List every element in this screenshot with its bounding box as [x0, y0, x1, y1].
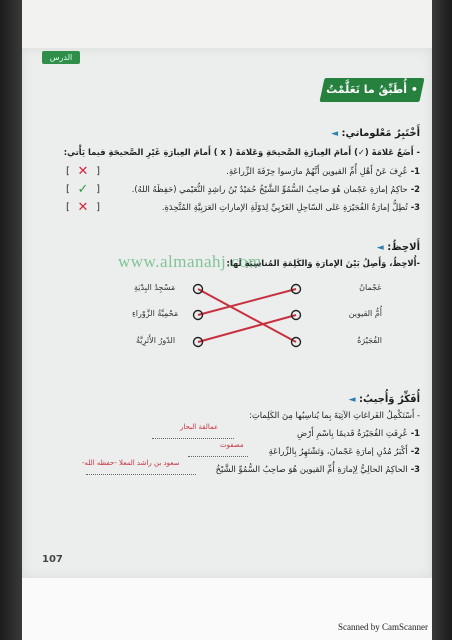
fill-item-1-text: عُرِفَتِ الفُجَيْرَةُ قَديمًا بِاسْمِ أَرْضِ	[297, 428, 408, 438]
statement-2-text: حاكِمُ إمارَةِ عَجْمان هُوَ صاحِبُ السُّمُوِّ الشَّيْخُ حُمَيْدُ بْنُ راشِدٍ النُّعَيْمي (حَفِظَهُ اللهُ).	[131, 184, 408, 194]
match-left-3: الدّورُ الأَثَرِيَّةُ	[136, 336, 176, 345]
statement-1-text: عُرِفَ عَنْ أَهْلِ أُمِّ القيوين أَنَّهُمْ مارَسوا حِرْفَةَ الزِّراعَةِ.	[226, 166, 408, 176]
triangle-bullet-icon: ◄	[331, 129, 338, 139]
fill-item-1-answer: عمالقة البحار	[180, 423, 219, 431]
bracket-close: ]	[96, 201, 100, 213]
statement-3-text: تُطِلُّ إمارَةُ الفُجَيْرَةِ عَلى السّاحِلِ الغَرْبِيِّ لِدَوْلَةِ الإماراتِ العَرَبِيَّةِ المُتَّحِدَةِ.	[161, 202, 408, 212]
match-line-1	[198, 289, 296, 342]
page-corner-badge: الدرس	[42, 51, 80, 64]
fill-item-3-text: الحاكِمُ الحالِيُّ لِإمارَةِ أُمِّ القيوين هُوَ صاحِبُ السُّمُوِّ الشَّيْخُ	[215, 464, 408, 474]
section-title: • أُطَبِّقُ ما تَعَلَّمْتُ	[326, 83, 418, 96]
fill-item-1-number: 1-	[410, 428, 420, 438]
bracket-close: ]	[96, 183, 100, 195]
fill-item-3	[216, 464, 420, 474]
bracket-open: [	[66, 183, 70, 195]
check-mark-icon: ✓	[77, 181, 89, 197]
x-mark-icon: ✕	[77, 199, 89, 215]
section3-heading-text: أُفَكِّرُ وَأُجيبُ:	[358, 394, 420, 405]
site-watermark: www.almanahj.com	[118, 252, 262, 271]
bracket-open: [	[66, 165, 70, 177]
match-right-3: الفُجَيْرَةُ	[357, 336, 382, 345]
match-line-3	[198, 315, 296, 342]
fill-item-2	[269, 446, 420, 456]
section1-heading-text: أَخْتَبِرُ مَعْلوماتي:	[341, 128, 420, 139]
fill-item-3-answer: سعود بن راشد المعلا -حفظه الله-	[82, 459, 180, 467]
match-left-1: مَسْجِدُ البِدْيَةِ	[134, 283, 176, 292]
statement-2-number: 2-	[410, 184, 420, 194]
bracket-open: [	[66, 201, 70, 213]
section1-instruction: - أَضَعُ عَلامَةَ (✓) أَمامَ العِبارَةِ الصَّحيحَةِ وَعَلامَةَ ( x ) أَمامَ العِبارَةِ غَيْرِ الصَّحيحَةِ فيما يَأْتي:	[63, 147, 420, 157]
fill-item-2-answer: مصفوت	[220, 441, 244, 449]
section2-heading-text: أَلاحِظُ:	[387, 242, 420, 253]
match-right-2: أُمُّ القيوين	[348, 309, 382, 318]
fill-item-3-number: 3-	[410, 464, 420, 474]
statement-1-number: 1-	[410, 166, 420, 176]
triangle-bullet-icon: ◄	[348, 395, 356, 405]
worksheet-page	[22, 48, 432, 578]
match-right-1: عَجْمانُ	[359, 283, 382, 292]
fill-item-1	[297, 428, 420, 438]
x-mark-icon: ✕	[77, 163, 89, 179]
scanner-credit: Scanned by CamScanner	[338, 622, 428, 632]
section3-instruction: - أَسْتَكْمِلُ الفَراغاتِ الآتِيَةَ بِما يُناسِبُها مِنَ الكَلِماتِ:	[249, 410, 420, 420]
fill-item-2-text: أَكْبَرُ مُدُنِ إمارَةِ عَجْمانَ، وَتَشْتَهِرُ بِالزِّراعَةِ	[268, 446, 408, 456]
section2-instruction: -أُلاحِظُ، وَأَصِلُ بَيْنَ الإمارَةِ وَالكَلِمَةِ المُناسِبَةِ لَها:	[226, 258, 420, 268]
page-number: 107	[42, 554, 63, 565]
scan-edge-right	[432, 0, 452, 640]
match-line-2	[198, 289, 296, 315]
fill-item-2-number: 2-	[410, 446, 420, 456]
match-left-2: مَحْمِيَّةُ الزَّوْراءِ	[132, 309, 179, 318]
triangle-bullet-icon: ◄	[376, 243, 384, 253]
scan-edge-left	[0, 0, 22, 640]
statement-3-number: 3-	[410, 202, 420, 212]
section3-heading	[346, 394, 420, 405]
bracket-close: ]	[96, 165, 100, 177]
